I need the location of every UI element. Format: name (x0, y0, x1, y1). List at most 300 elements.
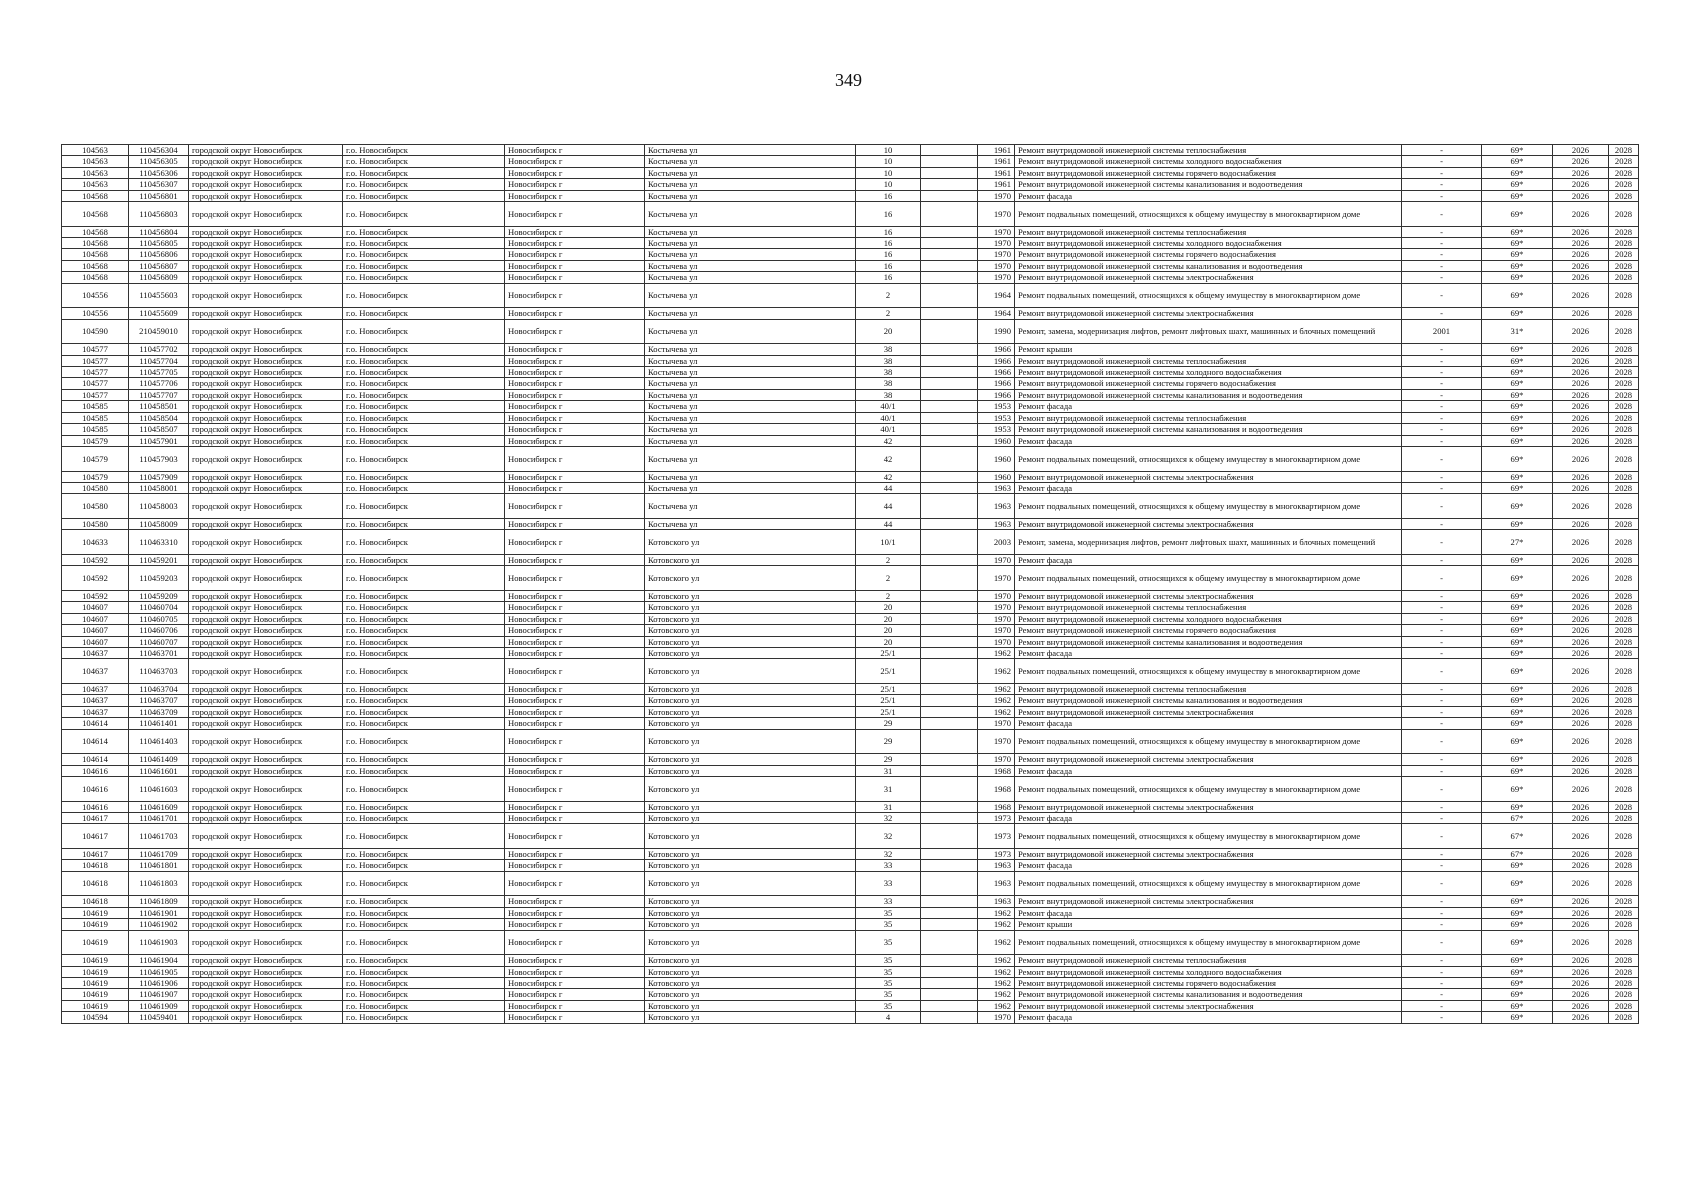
cell-house-number: 10 (856, 167, 921, 178)
cell-municipal-district: городской округ Новосибирск (189, 776, 343, 801)
cell-work-id: 110461609 (129, 801, 189, 812)
cell-house-number: 16 (856, 260, 921, 271)
cell-house-number: 29 (856, 754, 921, 765)
cell-last-repair-year: - (1402, 435, 1482, 446)
cell-house-id: 104617 (62, 848, 129, 859)
cell-wear-percent: 69* (1482, 1000, 1553, 1011)
cell-wear-percent: 69* (1482, 647, 1553, 658)
cell-settlement: г.о. Новосибирск (343, 860, 505, 871)
page-number: 349 (835, 70, 862, 90)
cell-plan-end-year: 2028 (1609, 344, 1639, 355)
cell-street: Костычева ул (645, 482, 856, 493)
cell-work-type: Ремонт внутридомовой инженерной системы канализования и водоотведения (1015, 179, 1402, 190)
cell-work-id: 110456807 (129, 260, 189, 271)
cell-wear-percent: 69* (1482, 871, 1553, 896)
table-row (62, 718, 1639, 729)
cell-building (921, 801, 978, 812)
cell-plan-end-year: 2028 (1609, 966, 1639, 977)
cell-wear-percent: 69* (1482, 966, 1553, 977)
cell-work-type: Ремонт подвальных помещений, относящихся к общему имуществу в многоквартирном доме (1015, 659, 1402, 684)
cell-year-built: 1953 (978, 412, 1015, 423)
cell-work-id: 110457702 (129, 344, 189, 355)
cell-locality: Новосибирск г (505, 179, 645, 190)
cell-plan-start-year: 2026 (1553, 824, 1609, 849)
cell-locality: Новосибирск г (505, 907, 645, 918)
cell-street: Котовского ул (645, 706, 856, 717)
cell-year-built: 1970 (978, 190, 1015, 201)
cell-settlement: г.о. Новосибирск (343, 896, 505, 907)
cell-locality: Новосибирск г (505, 435, 645, 446)
cell-last-repair-year: - (1402, 978, 1482, 989)
cell-municipal-district: городской округ Новосибирск (189, 1012, 343, 1023)
cell-plan-end-year: 2028 (1609, 848, 1639, 859)
cell-house-number: 31 (856, 801, 921, 812)
cell-locality: Новосибирск г (505, 412, 645, 423)
cell-wear-percent: 27* (1482, 530, 1553, 555)
cell-building (921, 896, 978, 907)
cell-plan-start-year: 2026 (1553, 435, 1609, 446)
cell-municipal-district: городской округ Новосибирск (189, 494, 343, 519)
table-row (62, 435, 1639, 446)
cell-house-number: 20 (856, 319, 921, 344)
cell-building (921, 283, 978, 308)
cell-house-number: 44 (856, 518, 921, 529)
cell-work-id: 110461905 (129, 966, 189, 977)
cell-work-id: 110455603 (129, 283, 189, 308)
cell-locality: Новосибирск г (505, 860, 645, 871)
cell-house-number: 32 (856, 824, 921, 849)
cell-house-number: 38 (856, 344, 921, 355)
cell-building (921, 238, 978, 249)
table-row (62, 590, 1639, 601)
cell-last-repair-year: - (1402, 482, 1482, 493)
cell-last-repair-year: - (1402, 776, 1482, 801)
cell-house-id: 104556 (62, 308, 129, 319)
cell-work-type: Ремонт подвальных помещений, относящихся к общему имуществу в многоквартирном доме (1015, 930, 1402, 955)
cell-plan-end-year: 2028 (1609, 424, 1639, 435)
cell-plan-end-year: 2028 (1609, 319, 1639, 344)
cell-work-id: 110463310 (129, 530, 189, 555)
cell-house-id: 104563 (62, 179, 129, 190)
cell-work-id: 110457706 (129, 378, 189, 389)
cell-work-id: 110461902 (129, 919, 189, 930)
cell-locality: Новосибирск г (505, 226, 645, 237)
table-row (62, 765, 1639, 776)
cell-street: Костычева ул (645, 238, 856, 249)
cell-municipal-district: городской округ Новосибирск (189, 530, 343, 555)
cell-plan-start-year: 2026 (1553, 801, 1609, 812)
cell-work-type: Ремонт внутридомовой инженерной системы горячего водоснабжения (1015, 625, 1402, 636)
cell-last-repair-year: - (1402, 659, 1482, 684)
cell-building (921, 729, 978, 754)
cell-work-type: Ремонт фасада (1015, 435, 1402, 446)
table-row (62, 283, 1639, 308)
cell-house-id: 104563 (62, 156, 129, 167)
cell-municipal-district: городской округ Новосибирск (189, 896, 343, 907)
table-row (62, 801, 1639, 812)
cell-work-id: 110461709 (129, 848, 189, 859)
cell-house-id: 104619 (62, 955, 129, 966)
cell-municipal-district: городской округ Новосибирск (189, 344, 343, 355)
cell-plan-end-year: 2028 (1609, 683, 1639, 694)
cell-house-id: 104592 (62, 554, 129, 565)
cell-street: Костычева ул (645, 156, 856, 167)
cell-street: Котовского ул (645, 647, 856, 658)
cell-house-number: 40/1 (856, 424, 921, 435)
cell-settlement: г.о. Новосибирск (343, 613, 505, 624)
cell-building (921, 179, 978, 190)
cell-settlement: г.о. Новосибирск (343, 554, 505, 565)
cell-house-number: 10/1 (856, 530, 921, 555)
cell-last-repair-year: - (1402, 401, 1482, 412)
cell-wear-percent: 67* (1482, 812, 1553, 823)
cell-last-repair-year: - (1402, 566, 1482, 591)
cell-plan-end-year: 2028 (1609, 554, 1639, 565)
cell-work-id: 110456809 (129, 272, 189, 283)
cell-house-id: 104617 (62, 824, 129, 849)
cell-building (921, 636, 978, 647)
cell-municipal-district: городской округ Новосибирск (189, 919, 343, 930)
cell-street: Котовского ул (645, 754, 856, 765)
cell-work-type: Ремонт внутридомовой инженерной системы теплоснабжения (1015, 602, 1402, 613)
cell-work-id: 110456803 (129, 202, 189, 227)
cell-street: Костычева ул (645, 518, 856, 529)
cell-year-built: 1962 (978, 989, 1015, 1000)
cell-house-id: 104577 (62, 355, 129, 366)
cell-house-id: 104580 (62, 482, 129, 493)
cell-building (921, 435, 978, 446)
cell-plan-end-year: 2028 (1609, 919, 1639, 930)
cell-work-type: Ремонт подвальных помещений, относящихся к общему имуществу в многоквартирном доме (1015, 494, 1402, 519)
cell-house-number: 16 (856, 202, 921, 227)
table-row (62, 659, 1639, 684)
cell-work-id: 110461409 (129, 754, 189, 765)
cell-last-repair-year: - (1402, 156, 1482, 167)
cell-plan-start-year: 2026 (1553, 1012, 1609, 1023)
cell-wear-percent: 69* (1482, 471, 1553, 482)
cell-work-id: 110460707 (129, 636, 189, 647)
cell-plan-end-year: 2028 (1609, 389, 1639, 400)
cell-plan-start-year: 2026 (1553, 930, 1609, 955)
cell-wear-percent: 69* (1482, 378, 1553, 389)
cell-house-id: 104616 (62, 776, 129, 801)
cell-building (921, 471, 978, 482)
cell-house-number: 35 (856, 1000, 921, 1011)
cell-wear-percent: 69* (1482, 590, 1553, 601)
cell-wear-percent: 69* (1482, 729, 1553, 754)
cell-wear-percent: 69* (1482, 389, 1553, 400)
cell-house-number: 25/1 (856, 647, 921, 658)
cell-work-id: 110463704 (129, 683, 189, 694)
cell-work-id: 110459401 (129, 1012, 189, 1023)
cell-plan-end-year: 2028 (1609, 636, 1639, 647)
cell-wear-percent: 69* (1482, 659, 1553, 684)
cell-street: Котовского ул (645, 613, 856, 624)
cell-plan-start-year: 2026 (1553, 625, 1609, 636)
cell-municipal-district: городской округ Новосибирск (189, 238, 343, 249)
cell-work-type: Ремонт внутридомовой инженерной системы электроснабжения (1015, 590, 1402, 601)
table-row (62, 613, 1639, 624)
cell-last-repair-year: - (1402, 812, 1482, 823)
table-row (62, 636, 1639, 647)
cell-wear-percent: 69* (1482, 896, 1553, 907)
cell-work-id: 110455609 (129, 308, 189, 319)
cell-house-number: 35 (856, 955, 921, 966)
table-row (62, 156, 1639, 167)
cell-house-number: 31 (856, 776, 921, 801)
cell-building (921, 566, 978, 591)
cell-work-id: 110456801 (129, 190, 189, 201)
cell-municipal-district: городской округ Новосибирск (189, 659, 343, 684)
cell-year-built: 1970 (978, 590, 1015, 601)
cell-settlement: г.о. Новосибирск (343, 625, 505, 636)
cell-house-number: 33 (856, 860, 921, 871)
cell-locality: Новосибирск г (505, 625, 645, 636)
cell-municipal-district: городской округ Новосибирск (189, 695, 343, 706)
cell-year-built: 1962 (978, 659, 1015, 684)
cell-settlement: г.о. Новосибирск (343, 355, 505, 366)
cell-street: Костычева ул (645, 167, 856, 178)
cell-municipal-district: городской округ Новосибирск (189, 955, 343, 966)
cell-work-type: Ремонт внутридомовой инженерной системы канализования и водоотведения (1015, 989, 1402, 1000)
cell-building (921, 989, 978, 1000)
cell-municipal-district: городской округ Новосибирск (189, 389, 343, 400)
table-row (62, 706, 1639, 717)
cell-plan-end-year: 2028 (1609, 706, 1639, 717)
cell-house-number: 16 (856, 249, 921, 260)
cell-locality: Новосибирск г (505, 566, 645, 591)
cell-municipal-district: городской округ Новосибирск (189, 801, 343, 812)
cell-plan-end-year: 2028 (1609, 412, 1639, 423)
cell-building (921, 812, 978, 823)
cell-house-id: 104619 (62, 978, 129, 989)
cell-settlement: г.о. Новосибирск (343, 636, 505, 647)
cell-plan-start-year: 2026 (1553, 446, 1609, 471)
cell-year-built: 1962 (978, 978, 1015, 989)
cell-work-id: 110461907 (129, 989, 189, 1000)
cell-work-type: Ремонт фасада (1015, 647, 1402, 658)
cell-locality: Новосибирск г (505, 424, 645, 435)
cell-wear-percent: 69* (1482, 613, 1553, 624)
cell-house-id: 104580 (62, 518, 129, 529)
cell-house-id: 104590 (62, 319, 129, 344)
cell-plan-end-year: 2028 (1609, 978, 1639, 989)
cell-building (921, 647, 978, 658)
cell-plan-end-year: 2028 (1609, 401, 1639, 412)
cell-house-id: 104614 (62, 729, 129, 754)
cell-last-repair-year: - (1402, 871, 1482, 896)
cell-municipal-district: городской округ Новосибирск (189, 907, 343, 918)
cell-building (921, 378, 978, 389)
table-row (62, 471, 1639, 482)
cell-municipal-district: городской округ Новосибирск (189, 471, 343, 482)
table-row (62, 238, 1639, 249)
cell-street: Котовского ул (645, 812, 856, 823)
cell-plan-start-year: 2026 (1553, 367, 1609, 378)
cell-building (921, 871, 978, 896)
table-row (62, 308, 1639, 319)
cell-plan-start-year: 2026 (1553, 167, 1609, 178)
cell-street: Котовского ул (645, 860, 856, 871)
cell-municipal-district: городской округ Новосибирск (189, 636, 343, 647)
cell-year-built: 1960 (978, 435, 1015, 446)
cell-work-type: Ремонт фасада (1015, 907, 1402, 918)
cell-year-built: 1966 (978, 378, 1015, 389)
cell-municipal-district: городской округ Новосибирск (189, 978, 343, 989)
cell-settlement: г.о. Новосибирск (343, 695, 505, 706)
cell-wear-percent: 69* (1482, 554, 1553, 565)
cell-last-repair-year: - (1402, 424, 1482, 435)
cell-locality: Новосибирск г (505, 848, 645, 859)
cell-work-type: Ремонт внутридомовой инженерной системы канализования и водоотведения (1015, 389, 1402, 400)
cell-plan-start-year: 2026 (1553, 308, 1609, 319)
cell-year-built: 1963 (978, 494, 1015, 519)
cell-municipal-district: городской округ Новосибирск (189, 613, 343, 624)
cell-street: Котовского ул (645, 824, 856, 849)
cell-locality: Новосибирск г (505, 156, 645, 167)
table-row (62, 518, 1639, 529)
cell-locality: Новосибирск г (505, 378, 645, 389)
cell-street: Костычева ул (645, 412, 856, 423)
cell-municipal-district: городской округ Новосибирск (189, 145, 343, 156)
cell-house-id: 104568 (62, 190, 129, 201)
cell-municipal-district: городской округ Новосибирск (189, 590, 343, 601)
table-row (62, 226, 1639, 237)
cell-wear-percent: 69* (1482, 238, 1553, 249)
cell-settlement: г.о. Новосибирск (343, 765, 505, 776)
cell-last-repair-year: - (1402, 754, 1482, 765)
table-row (62, 860, 1639, 871)
cell-settlement: г.о. Новосибирск (343, 978, 505, 989)
cell-locality: Новосибирск г (505, 319, 645, 344)
cell-work-id: 110456806 (129, 249, 189, 260)
cell-plan-end-year: 2028 (1609, 647, 1639, 658)
cell-work-type: Ремонт внутридомовой инженерной системы горячего водоснабжения (1015, 167, 1402, 178)
cell-year-built: 1964 (978, 283, 1015, 308)
cell-building (921, 156, 978, 167)
cell-settlement: г.о. Новосибирск (343, 1000, 505, 1011)
table-row (62, 848, 1639, 859)
cell-wear-percent: 69* (1482, 424, 1553, 435)
cell-work-id: 110458001 (129, 482, 189, 493)
cell-house-id: 104607 (62, 625, 129, 636)
cell-municipal-district: городской округ Новосибирск (189, 718, 343, 729)
cell-year-built: 1963 (978, 482, 1015, 493)
cell-wear-percent: 69* (1482, 283, 1553, 308)
cell-plan-end-year: 2028 (1609, 179, 1639, 190)
table-row (62, 955, 1639, 966)
cell-plan-end-year: 2028 (1609, 378, 1639, 389)
cell-wear-percent: 69* (1482, 412, 1553, 423)
cell-building (921, 401, 978, 412)
cell-plan-start-year: 2026 (1553, 179, 1609, 190)
cell-locality: Новосибирск г (505, 518, 645, 529)
cell-building (921, 695, 978, 706)
table-row (62, 482, 1639, 493)
cell-street: Костычева ул (645, 355, 856, 366)
cell-work-type: Ремонт внутридомовой инженерной системы электроснабжения (1015, 471, 1402, 482)
cell-plan-end-year: 2028 (1609, 871, 1639, 896)
cell-house-number: 29 (856, 718, 921, 729)
cell-settlement: г.о. Новосибирск (343, 482, 505, 493)
cell-house-number: 16 (856, 226, 921, 237)
cell-house-id: 104563 (62, 145, 129, 156)
cell-year-built: 1970 (978, 554, 1015, 565)
cell-work-id: 110458501 (129, 401, 189, 412)
cell-house-number: 4 (856, 1012, 921, 1023)
cell-year-built: 1963 (978, 518, 1015, 529)
cell-wear-percent: 69* (1482, 919, 1553, 930)
cell-last-repair-year: - (1402, 260, 1482, 271)
cell-locality: Новосибирск г (505, 659, 645, 684)
table-row (62, 424, 1639, 435)
cell-building (921, 272, 978, 283)
cell-wear-percent: 69* (1482, 695, 1553, 706)
cell-municipal-district: городской округ Новосибирск (189, 989, 343, 1000)
cell-year-built: 1968 (978, 765, 1015, 776)
cell-settlement: г.о. Новосибирск (343, 518, 505, 529)
table-row (62, 989, 1639, 1000)
cell-settlement: г.о. Новосибирск (343, 824, 505, 849)
cell-year-built: 1962 (978, 955, 1015, 966)
cell-settlement: г.о. Новосибирск (343, 367, 505, 378)
cell-plan-start-year: 2026 (1553, 249, 1609, 260)
cell-house-id: 104568 (62, 202, 129, 227)
cell-plan-end-year: 2028 (1609, 590, 1639, 601)
table-row (62, 729, 1639, 754)
cell-plan-end-year: 2028 (1609, 283, 1639, 308)
cell-plan-start-year: 2026 (1553, 156, 1609, 167)
cell-street: Котовского ул (645, 718, 856, 729)
cell-building (921, 860, 978, 871)
cell-plan-start-year: 2026 (1553, 471, 1609, 482)
cell-house-id: 104579 (62, 471, 129, 482)
cell-wear-percent: 69* (1482, 446, 1553, 471)
cell-plan-end-year: 2028 (1609, 435, 1639, 446)
cell-plan-start-year: 2026 (1553, 729, 1609, 754)
cell-work-type: Ремонт фасада (1015, 401, 1402, 412)
cell-plan-end-year: 2028 (1609, 801, 1639, 812)
cell-settlement: г.о. Новосибирск (343, 848, 505, 859)
cell-building (921, 167, 978, 178)
cell-last-repair-year: - (1402, 344, 1482, 355)
table-row (62, 824, 1639, 849)
cell-year-built: 1962 (978, 966, 1015, 977)
cell-plan-start-year: 2026 (1553, 706, 1609, 717)
table-row (62, 190, 1639, 201)
cell-building (921, 625, 978, 636)
cell-house-number: 20 (856, 625, 921, 636)
cell-work-type: Ремонт внутридомовой инженерной системы горячего водоснабжения (1015, 378, 1402, 389)
cell-street: Котовского ул (645, 659, 856, 684)
cell-plan-end-year: 2028 (1609, 695, 1639, 706)
cell-year-built: 1963 (978, 860, 1015, 871)
cell-municipal-district: городской округ Новосибирск (189, 860, 343, 871)
cell-year-built: 1970 (978, 226, 1015, 237)
cell-house-id: 104637 (62, 695, 129, 706)
cell-plan-end-year: 2028 (1609, 754, 1639, 765)
cell-settlement: г.о. Новосибирск (343, 494, 505, 519)
cell-house-number: 29 (856, 729, 921, 754)
cell-municipal-district: городской округ Новосибирск (189, 202, 343, 227)
cell-plan-end-year: 2028 (1609, 226, 1639, 237)
cell-work-type: Ремонт внутридомовой инженерной системы теплоснабжения (1015, 226, 1402, 237)
table-row (62, 907, 1639, 918)
cell-settlement: г.о. Новосибирск (343, 659, 505, 684)
cell-work-type: Ремонт внутридомовой инженерной системы электроснабжения (1015, 801, 1402, 812)
cell-settlement: г.о. Новосибирск (343, 530, 505, 555)
cell-building (921, 554, 978, 565)
